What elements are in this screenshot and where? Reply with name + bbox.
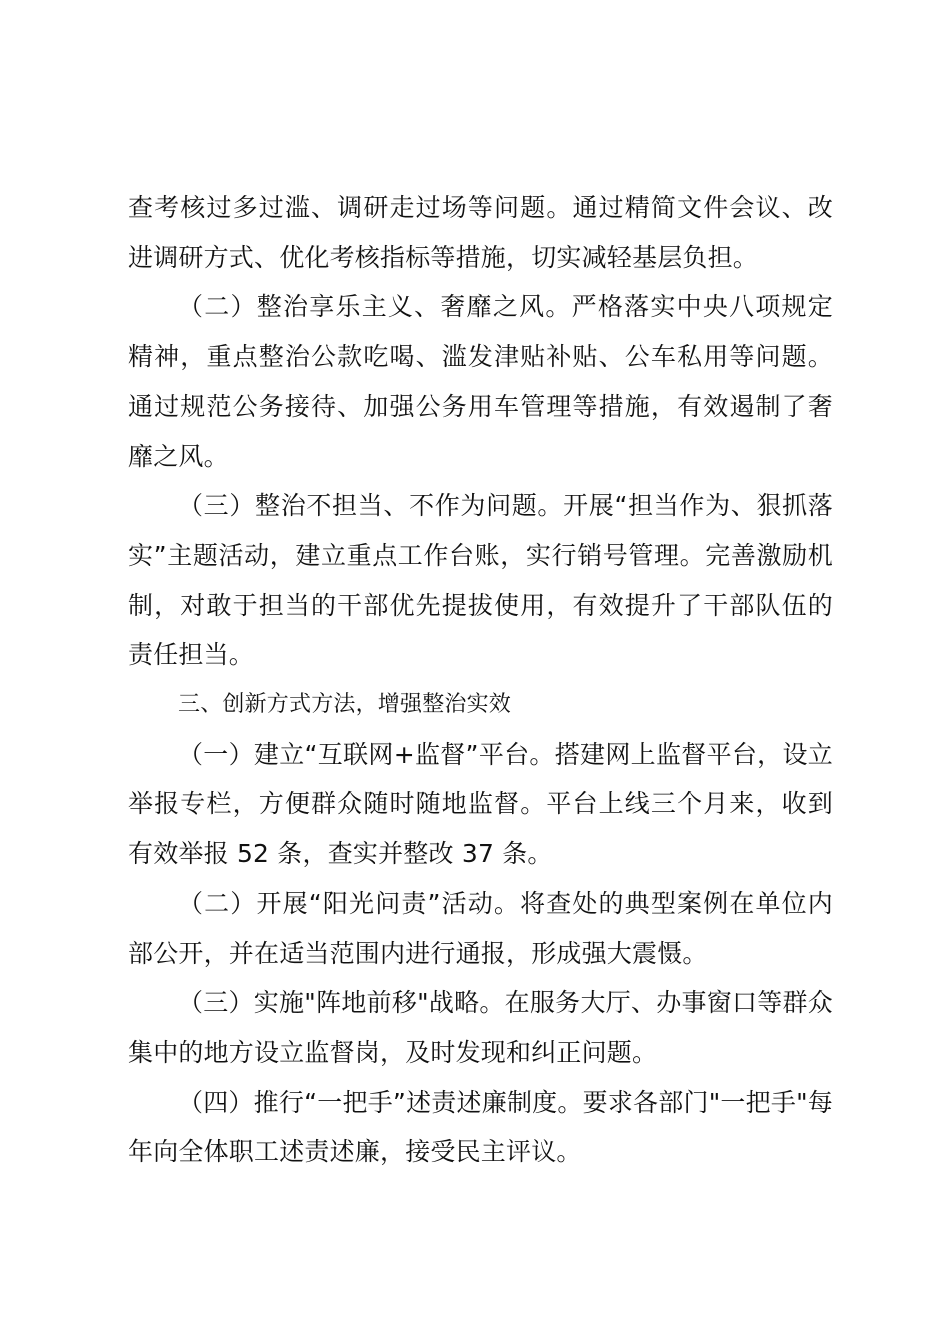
paragraph-front-line-strategy: （三）实施"阵地前移"战略。在服务大厅、办事窗口等群众集中的地方设立监督岗，及时发现和纠正问题。 xyxy=(128,988,833,1067)
paragraph-2-hedonism: （二）整治享乐主义、奢靡之风。严格落实中央八项规定精神，重点整治公款吃喝、滥发津贴补贴、公车私用等问题。通过规范公务接待、加强公务用车管理等措施，有效遏制了奢靡之风。 xyxy=(128,292,833,471)
paragraph-continuation: 查考核过多过滥、调研走过场等问题。通过精简文件会议、改进调研方式、优化考核指标等措施，切实减轻基层负担。 xyxy=(128,193,833,272)
paragraph-internet-supervision: （一）建立“互联网+监督”平台。搭建网上监督平台，设立举报专栏，方便群众随时随地监督。平台上线三个月来，收到有效举报 52 条，查实并整改 37 条。 xyxy=(128,739,833,869)
paragraph-sunshine-accountability: （二）开展“阳光问责”活动。将查处的典型案例在单位内部公开，并在适当范围内进行通报，形成强大震慑。 xyxy=(128,888,833,968)
document-body xyxy=(128,183,833,1177)
paragraph-3-inaction: （三）整治不担当、不作为问题。开展“担当作为、狠抓落实”主题活动，建立重点工作台账，实行销号管理。完善激励机制，对敢于担当的干部优先提拔使用，有效提升了干部队伍的责任担当。 xyxy=(128,491,833,670)
section-heading-3: 三、创新方式方法，增强整治实效 xyxy=(178,692,512,718)
paragraph-leader-reporting: （四）推行“一把手”述责述廉制度。要求各部门"一把手"每年向全体职工述责述廉，接受民主评议。 xyxy=(128,1087,833,1167)
